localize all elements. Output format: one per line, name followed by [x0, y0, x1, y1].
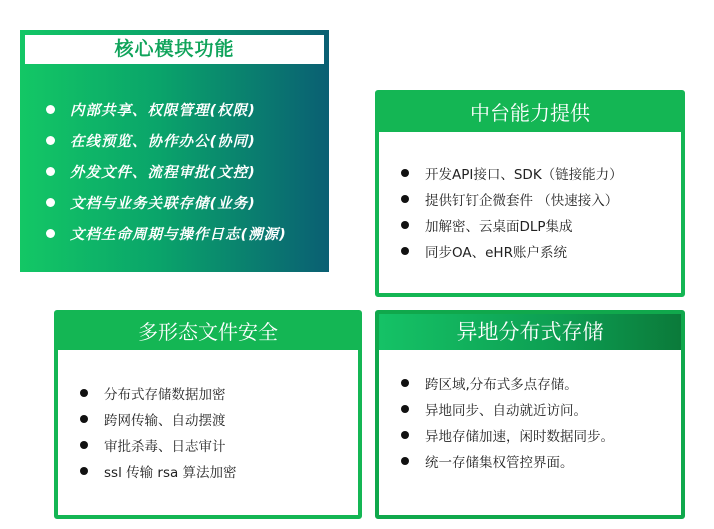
list-item — [80, 434, 237, 460]
file-security-panel — [54, 310, 362, 519]
file-security-title: 多形态文件安全 — [58, 314, 358, 350]
list-item — [46, 220, 287, 251]
bullet-icon — [80, 441, 88, 449]
list-item — [401, 424, 614, 450]
list-item-text: 外发文件、流程审批(文控) — [70, 165, 256, 181]
bullet-icon — [401, 247, 409, 255]
bullet-icon — [401, 221, 409, 229]
bullet-icon — [401, 195, 409, 203]
bullet-icon — [401, 379, 409, 387]
bullet-icon — [401, 457, 409, 465]
list-item-text: 在线预览、协作办公(协同) — [70, 134, 256, 150]
list-item — [46, 96, 287, 127]
list-item-text: 开发API接口、SDK（链接能力） — [425, 167, 623, 183]
list-item-text: 异地同步、自动就近访问。 — [425, 403, 587, 419]
list-item — [46, 127, 287, 158]
list-item — [401, 214, 623, 240]
list-item-text: 统一存储集权管控界面。 — [425, 455, 574, 471]
bullet-icon — [80, 389, 88, 397]
bullet-icon — [401, 431, 409, 439]
list-item — [80, 382, 237, 408]
list-item-text: 文档生命周期与操作日志(溯源) — [70, 227, 287, 243]
list-item-text: 审批杀毒、日志审计 — [104, 439, 226, 455]
list-item-text: 分布式存储数据加密 — [104, 387, 226, 403]
list-item — [80, 408, 237, 434]
middle-platform-title: 中台能力提供 — [379, 94, 681, 132]
bullet-icon — [401, 169, 409, 177]
list-item — [401, 162, 623, 188]
middle-platform-list — [401, 162, 623, 266]
core-modules-title: 核心模块功能 — [25, 35, 324, 64]
list-item-text: 同步OA、eHR账户系统 — [425, 245, 567, 261]
list-item — [46, 158, 287, 189]
bullet-icon — [80, 467, 88, 475]
list-item — [401, 372, 614, 398]
list-item — [80, 460, 237, 486]
bullet-icon — [46, 105, 55, 114]
list-item-text: 加解密、云桌面DLP集成 — [425, 219, 573, 235]
bullet-icon — [80, 415, 88, 423]
bullet-icon — [401, 405, 409, 413]
list-item-text: 跨网传输、自动摆渡 — [104, 413, 226, 429]
bullet-icon — [46, 198, 55, 207]
list-item-text: ssl 传输 rsa 算法加密 — [104, 465, 237, 481]
file-security-list — [80, 382, 237, 486]
distributed-storage-title: 异地分布式存储 — [379, 314, 681, 350]
list-item-text: 跨区域,分布式多点存储。 — [425, 377, 578, 393]
list-item — [46, 189, 287, 220]
list-item-text: 内部共享、权限管理(权限) — [70, 103, 256, 119]
bullet-icon — [46, 229, 55, 238]
list-item-text: 异地存储加速，闲时数据同步。 — [425, 429, 614, 445]
list-item-text: 提供钉钉企微套件 （快速接入） — [425, 193, 619, 209]
distributed-storage-list — [401, 372, 614, 476]
core-modules-list — [46, 96, 287, 251]
list-item — [401, 450, 614, 476]
middle-platform-panel — [375, 90, 685, 297]
bullet-icon — [46, 136, 55, 145]
distributed-storage-panel — [375, 310, 685, 519]
list-item-text: 文档与业务关联存储(业务) — [70, 196, 256, 212]
list-item — [401, 398, 614, 424]
list-item — [401, 240, 623, 266]
list-item — [401, 188, 623, 214]
core-modules-panel — [20, 30, 329, 272]
bullet-icon — [46, 167, 55, 176]
